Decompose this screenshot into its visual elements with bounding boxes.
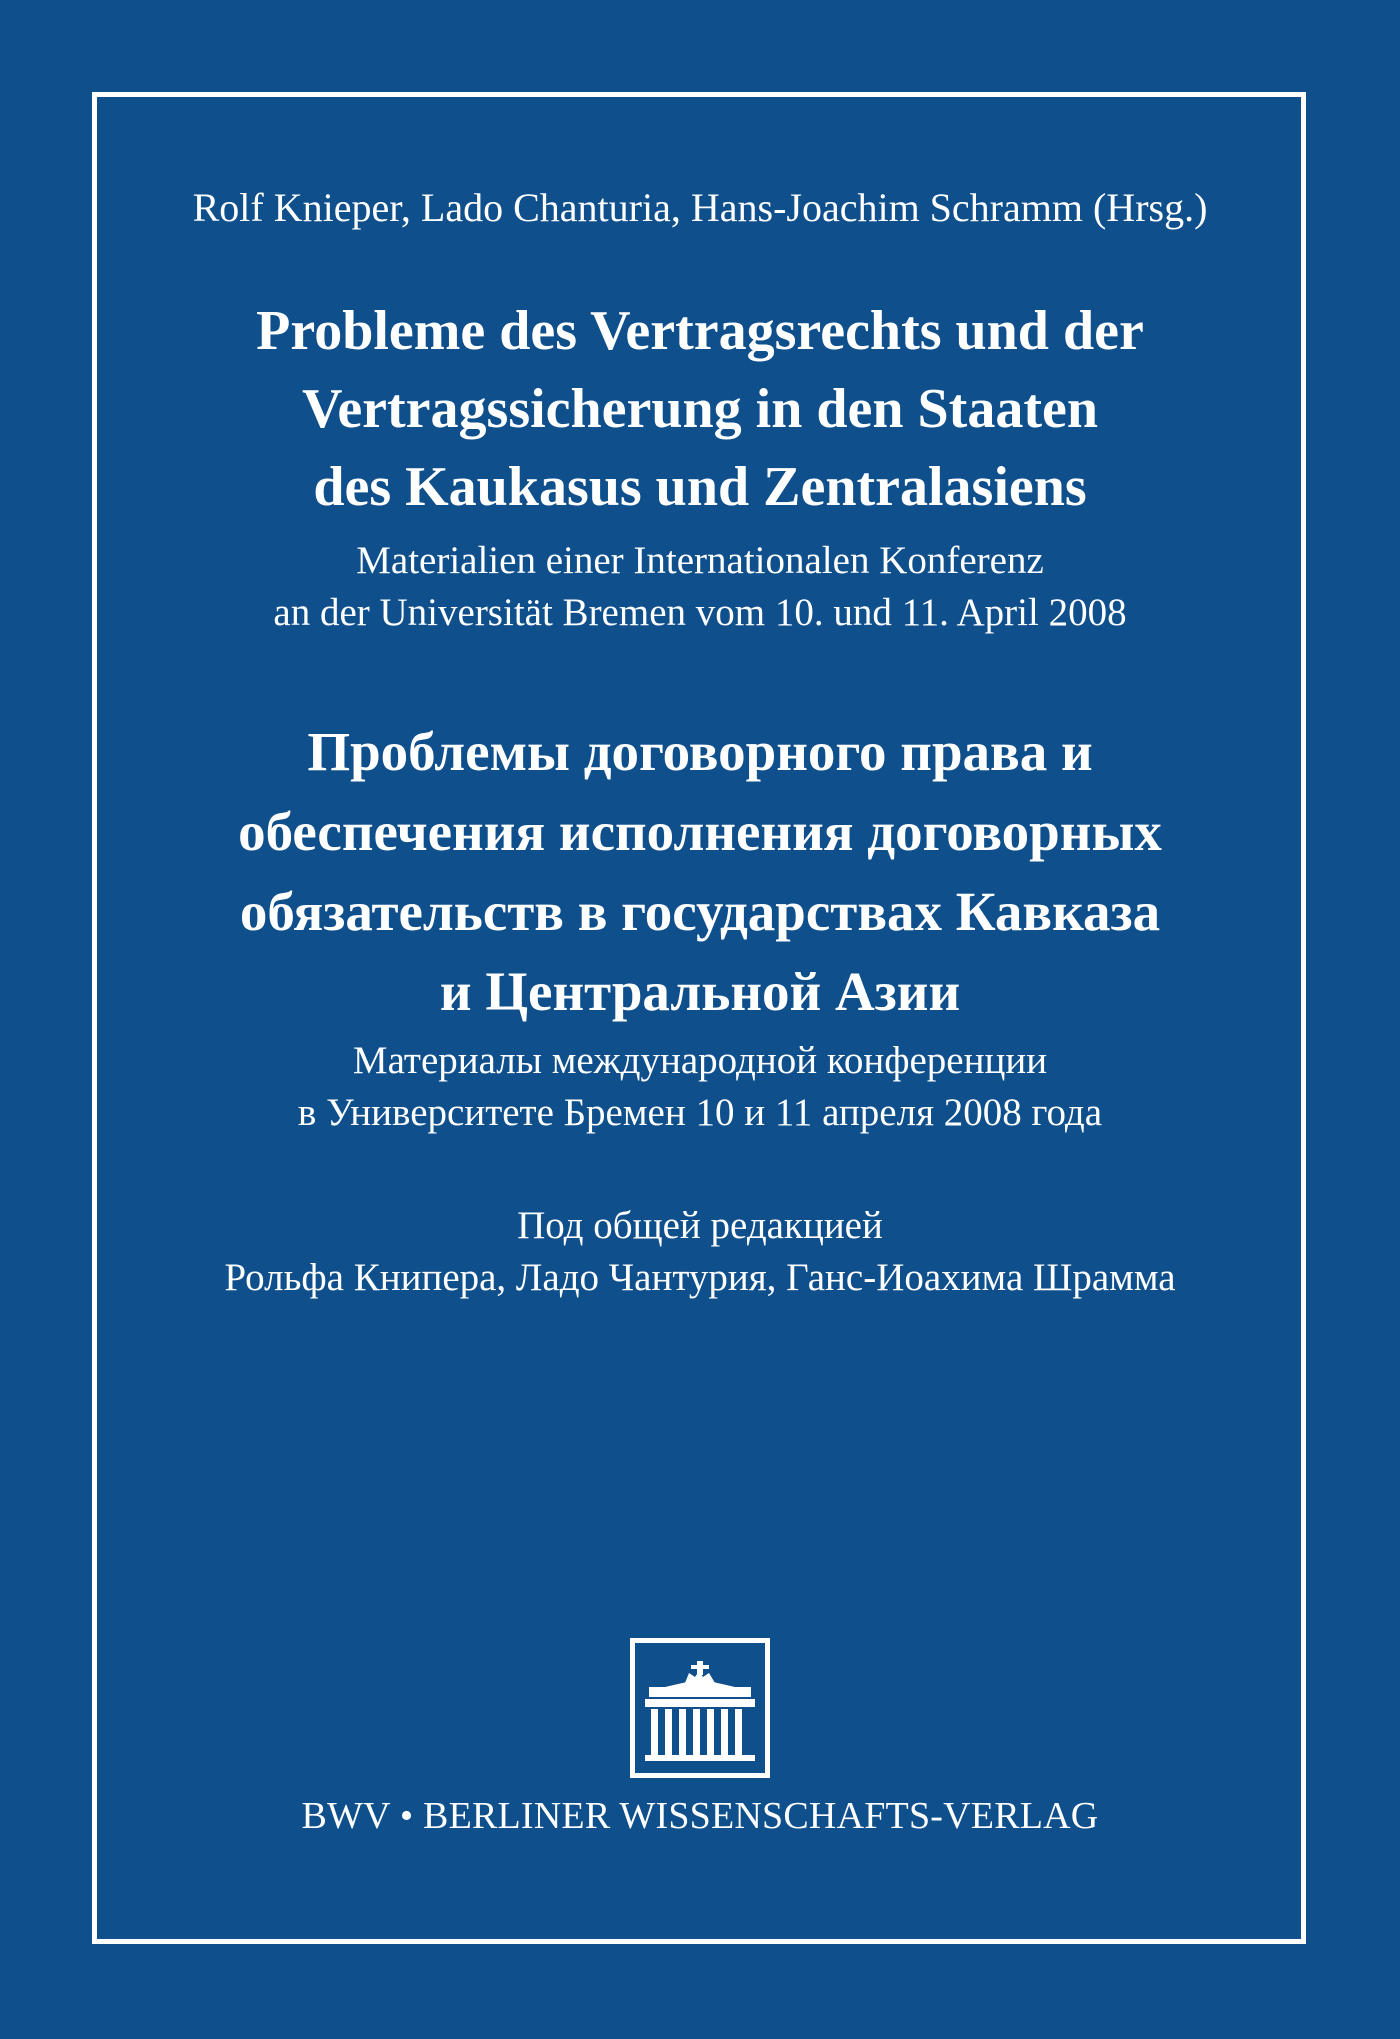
title-german-line-3: des Kaukasus und Zentralasiens <box>313 456 1087 518</box>
title-german-line-1: Probleme des Vertragsrechts und der <box>256 300 1144 362</box>
publisher-name: BWV • BERLINER WISSENSCHAFTS-VERLAG <box>301 1795 1099 1837</box>
redaction-label: Под общей редакцией <box>517 1204 883 1247</box>
brandenburg-gate-icon <box>630 1638 770 1778</box>
title-german-line-2: Vertragssicherung in den Staaten <box>302 378 1098 440</box>
title-russian-line-2: обеспечения исполнения договорных <box>238 801 1162 862</box>
subtitle-russian-line-1: Материалы международной конференции <box>352 1039 1048 1082</box>
subtitle-russian <box>0 1035 1400 1139</box>
title-russian-line-4: и Центральной Азии <box>439 961 961 1022</box>
subtitle-german-line-1: Materialien einer Internationalen Konferenz <box>356 539 1044 582</box>
subtitle-german <box>0 535 1400 639</box>
editors-line: Rolf Knieper, Lado Chanturia, Hans-Joachim Schramm (Hrsg.) <box>192 185 1208 230</box>
subtitle-german-line-2: an der Universität Bremen vom 10. und 11. April 2008 <box>273 591 1127 634</box>
redaction-names: Рольфа Книпера, Ладо Чантурия, Ганс-Иоахима Шрамма <box>224 1256 1176 1299</box>
title-russian <box>0 712 1400 1032</box>
subtitle-russian-line-2: в Университете Бремен 10 и 11 апреля 2008 года <box>297 1091 1103 1134</box>
title-russian-line-1: Проблемы договорного права и <box>307 721 1093 782</box>
title-german <box>0 292 1400 526</box>
title-russian-line-3: обязательств в государствах Кавказа <box>239 881 1161 942</box>
